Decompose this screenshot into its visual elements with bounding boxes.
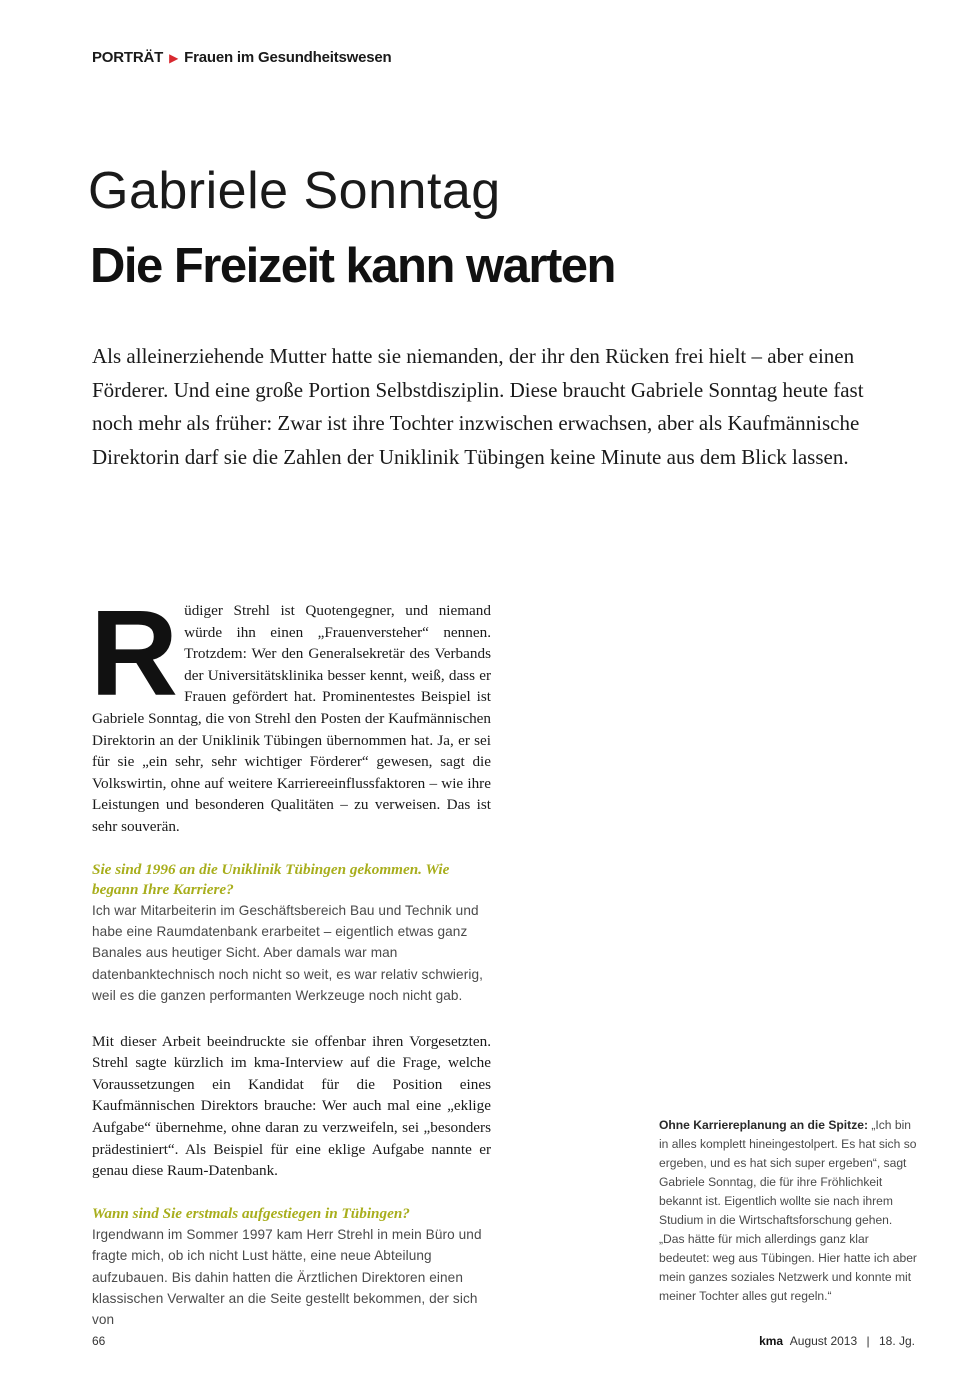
body-paragraph-2: Mit dieser Arbeit beeindruckte sie offenbar ihren Vorgesetzten. Strehl sagte kürzlich im kma-Interview auf die Frage, welche Voraussetzungen ein Kandidat für die Position eines Kaufmännischen Direktors brauche: Wer auch mal eine „eklige Aufgabe“ übernehme, ohne daran zu verzweifeln, sei „besonders prädestiniert“. Als Beispiel für eine eklige Aufgabe nannte er genau diese Raum-Datenbank. xyxy=(92,1032,491,1180)
footer-separator: | xyxy=(866,1334,870,1348)
intro-paragraph xyxy=(90,585,491,838)
interview-question-1: Sie sind 1996 an die Uniklinik Tübingen gekommen. Wie begann Ihre Karriere? xyxy=(92,860,450,898)
interview-question-2: Wann sind Sie erstmals aufgestiegen in Tübingen? xyxy=(92,1204,410,1222)
footer-issue xyxy=(759,1334,915,1348)
main-column xyxy=(90,585,491,1331)
section-label: PORTRÄT xyxy=(92,49,164,66)
page-number: 66 xyxy=(92,1334,106,1348)
section-header xyxy=(92,49,392,66)
article-name-title: Gabriele Sonntag xyxy=(88,162,501,220)
drop-cap: R xyxy=(90,585,179,721)
triangle-right-icon: ▶ xyxy=(169,50,179,65)
interview-answer-1: Ich war Mitarbeiterin im Geschäftsbereich Bau und Technik und habe eine Raumdatenbank erarbeitet – eigentlich etwas ganz Banales aus heutiger Sicht. Aber damals war man datenbanktechnisch noch nicht so weit, es war relativ schwierig, weil es die ganzen performanten Werkzeuge noch nicht gab. xyxy=(92,902,483,1004)
interview-answer-2: Irgendwann im Sommer 1997 kam Herr Strehl in mein Büro und fragte mich, ob ich nicht Lust hätte, eine neue Abteilung aufzubauen. Bis dahin hatten die Ärztlichen Direktoren einen klassischen Verwalter an die Seite gestellt bekommen, der sich von xyxy=(92,1226,482,1328)
article-headline: Die Freizeit kann warten xyxy=(90,239,615,293)
issue-date: August 2013 xyxy=(789,1334,858,1348)
sidebar-quote xyxy=(659,1116,917,1306)
intro-text: üdiger Strehl ist Quotengegner, und niemand würde ihn einen „Frauenversteher“ nennen. Trotzdem: Wer den Generalsekretär des Verbands der Universitätsklinika besser kennt, weiß, dass er Frauen gefördert hat. Prominentestes Beispiel ist Gabriele Sonntag, die von Strehl den Posten der Kaufmännischen Direktorin an der Uniklinik Tübingen übernommen hat. Ja, er sei für sie „ein sehr, sehr wichtiger Förderer“ gewesen, sagt die Volkswirtin, ohne auf weitere Karriereeinflussfaktoren – wie ihre Leistungen und besonderen Qualitäten – zu verweisen. Das ist sehr souverän. xyxy=(92,602,491,835)
volume-label: 18. Jg. xyxy=(878,1334,915,1348)
sidebar-text: „Ich bin in alles komplett hineingestolpert. Es hat sich so ergeben, und es hat sich super ergeben“, sagt Gabriele Sonntag, die für ihre Fröhlichkeit bekannt ist. Eigentlich wollte sie nach ihrem Studium in die Wirtschaftsforschung gehen. „Das hätte für mich allerdings ganz klar bedeutet: weg aus Tübingen. Hier hatte ich aber mein ganzes soziales Netzwerk und konnte mit meiner Tochter alles gut regeln.“ xyxy=(659,1118,917,1303)
sidebar-lead: Ohne Karriereplanung an die Spitze: xyxy=(659,1118,868,1132)
brand-logo: kma xyxy=(759,1334,784,1348)
topic-label: Frauen im Gesundheitswesen xyxy=(184,49,392,66)
article-lead: Als alleinerziehende Mutter hatte sie niemanden, der ihr den Rücken frei hielt – aber einen Förderer. Und eine große Portion Selbstdisziplin. Diese braucht Gabriele Sonntag heute fast noch mehr als früher: Zwar ist ihre Tochter inzwischen erwachsen, aber als Kaufmännische Direktorin darf sie die Zahlen der Uniklinik Tübingen keine Minute aus dem Blick lassen. xyxy=(92,344,864,469)
